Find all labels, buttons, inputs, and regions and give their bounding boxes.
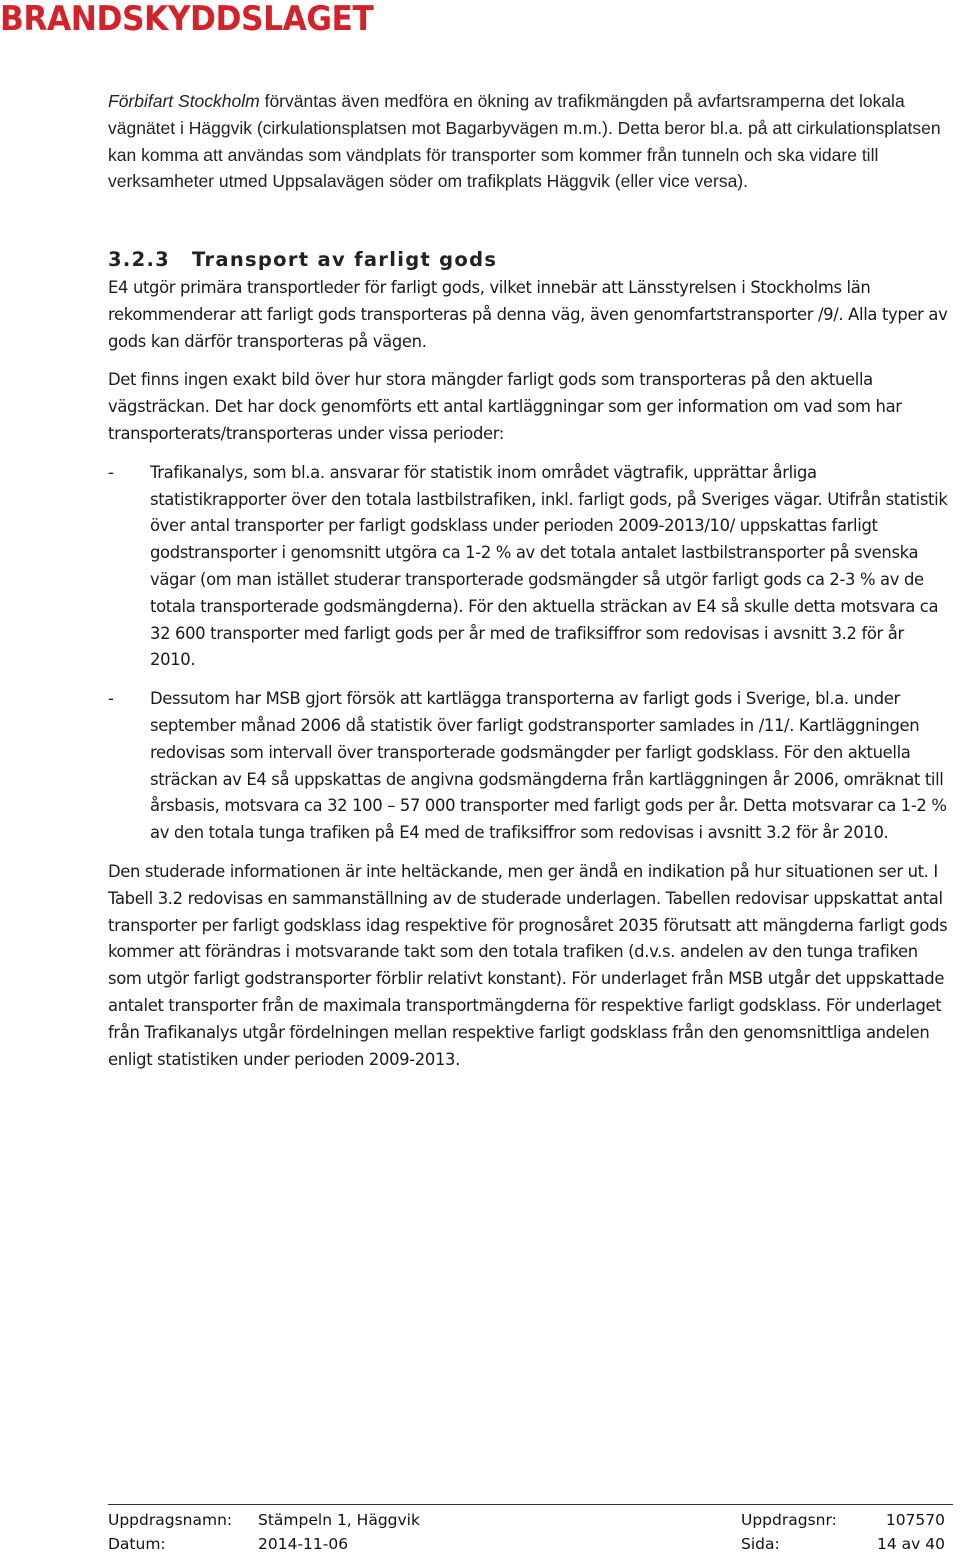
list-item-text: Trafikanalys, som bl.a. ansvarar för statistik inom området vägtrafik, upprättar årliga statistikrapporter över den totala lastbilstrafiken, inkl. farligt gods, på Sveriges vägar. Utifrån statistik över antal transporter per farligt godsklass under perioden 2009-2013/10/ uppskattas farligt godstransporter i genomsnitt utgöra ca 1-2 % av det totala antalet lastbilstransporter på svenska vägar (om man istället studerar transporterade godsmängder så utgör farligt gods ca 2-3 % av de totala transporterade godsmängderna). För den aktuella sträckan av E4 så skulle detta motsvara ca 32 600 transporter med farligt gods per år med de trafiksiffror som redovisas i avsnitt 3.2 för år 2010. xyxy=(150,462,948,670)
date-label: Datum: xyxy=(108,1535,166,1553)
intro-italic-text: Förbifart Stockholm xyxy=(108,91,260,111)
list-item-text: Dessutom har MSB gjort försök att kartlägga transporterna av farligt gods i Sverige, bl.a. under september månad 2006 då statistik över farligt godstransporter samlades in /11/. Kartläggningen redovisas som intervall över transporterade godsmängder per farligt godsklass. För den aktuella sträckan av E4 så uppskattas de angivna godsmängderna från kartläggningen år 2006, omräknat till årsbasis, motsvara ca 32 100 – 57 000 transporter med farligt gods per år. Detta motsvarar ca 1-2 % av den totala tunga trafiken på E4 med de trafiksiffror som redovisas i avsnitt 3.2 för år 2010. xyxy=(150,689,947,843)
assignment-name-label: Uppdragsnamn: xyxy=(108,1511,233,1529)
section-number: 3.2.3 xyxy=(108,248,171,271)
brand-logo: BRANDSKYDDSLAGET xyxy=(0,0,374,39)
footer-row-2 xyxy=(108,1529,953,1553)
paragraph-1: E4 utgör primära transportleder för farligt gods, vilket innebär att Länsstyrelsen i Stockholms län rekommenderar att farligt gods transporteras på denna väg, även genomfartstransporter /9/. Alla typer av gods kan därför transporteras på vägen. xyxy=(108,278,948,351)
paragraph-3: Den studerade informationen är inte heltäckande, men ger ändå en indikation på hur situationen ser ut. I Tabell 3.2 redovisas en sammanställning av de studerade underlagen. Tabellen redovisar uppskattat antal transporter per farligt godsklass idag respektive för prognosåret 2035 förutsatt att mängderna farligt gods kommer att förändras i motsvarande takt som den totala trafiken (d.v.s. andelen av den tunga trafiken som utgör farligt godstransporter förblir relativt konstant). För underlaget från MSB utgår det uppskattade antalet transporter från de maximala transportmängderna för respektive farligt godsklass. För underlaget från Trafikanalys utgår fördelningen mellan respektive farligt godsklass från den genomsnittliga andelen enligt statistiken under perioden 2009-2013. xyxy=(108,861,948,1069)
list-item xyxy=(108,686,953,847)
section-content xyxy=(108,275,953,1085)
assignment-number-value: 107570 xyxy=(885,1511,945,1529)
page-label: Sida: xyxy=(741,1535,780,1553)
section-title: Transport av farligt gods xyxy=(192,248,498,271)
page-number-value: 14 av 40 xyxy=(877,1535,945,1553)
assignment-name-value: Stämpeln 1, Häggvik xyxy=(258,1511,420,1529)
paragraph-2: Det finns ingen exakt bild över hur stora mängder farligt gods som transporteras på den aktuella vägsträckan. Det har dock genomförts ett antal kartläggningar som ger information om vad som har transporterats/transporteras under vissa perioder: xyxy=(108,370,902,443)
assignment-number-label: Uppdragsnr: xyxy=(741,1511,837,1529)
intro-paragraph xyxy=(108,88,953,195)
section-heading xyxy=(108,246,497,274)
bullet-list xyxy=(108,460,953,847)
footer-row-1 xyxy=(108,1505,953,1529)
list-item xyxy=(108,460,953,674)
page-footer xyxy=(108,1504,953,1553)
dash-bullet: - xyxy=(108,462,114,482)
dash-bullet: - xyxy=(108,689,114,709)
intro-text: förväntas även medföra en ökning av trafikmängden på avfartsramperna det lokala vägnätet i Häggvik (cirkulationsplatsen mot Bagarbyvägen m.m.). Detta beror bl.a. på att cirkulationsplatsen kan komma att användas som vändplats för transporter som kommer från tunneln och ska vidare till verksamheter utmed Uppsalavägen söder om trafikplats Häggvik (eller vice versa). xyxy=(108,91,941,192)
date-value: 2014-11-06 xyxy=(258,1535,349,1553)
